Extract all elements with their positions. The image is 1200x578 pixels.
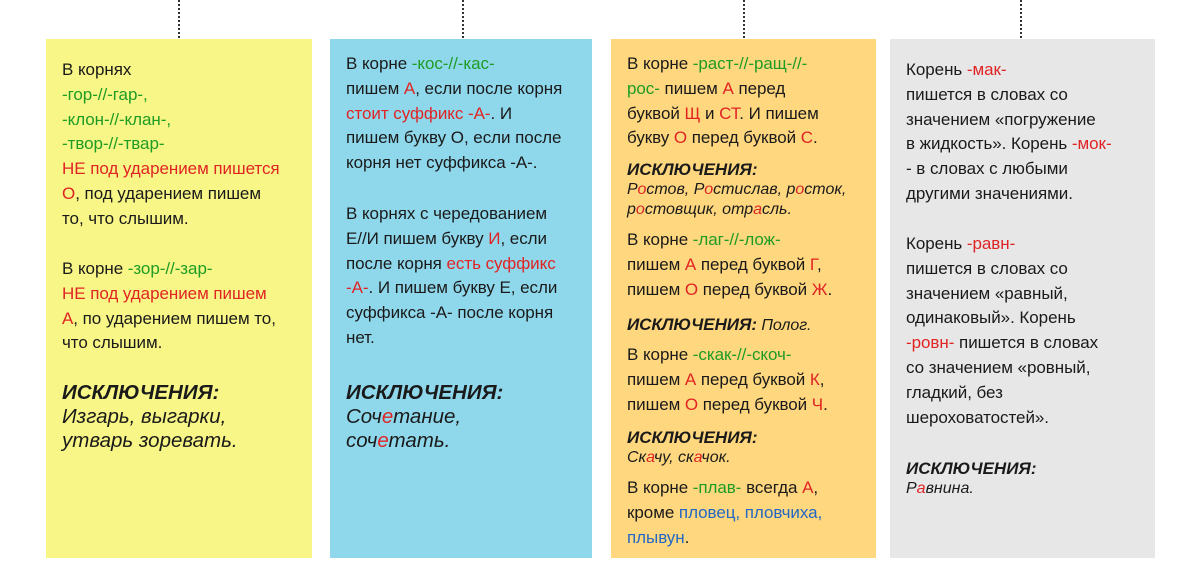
card3-exceptions-lag: ИСКЛЮЧЕНИЯ: Полог.: [627, 315, 812, 334]
card-gor-gar: [46, 39, 312, 558]
card4-rule-mak: Корень -мак- пишется в словах со значением «погружение в жидкость». Корень -мок- - в словах с любыми другими значениями.: [906, 60, 1112, 203]
card4-rule-ravn: Корень -равн- пишется в словах со значением «равный, одинаковый». Корень -ровн- пишется в словах со значением «ровный, гладкий, без шероховатостей».: [906, 234, 1099, 427]
card3-rule-skak: В корне -скак-//-скоч- пишем А перед буквой К, пишем О перед буквой Ч.: [627, 345, 828, 414]
card2-rule-1: В корне -кос-//-кас- пишем А, если после корня стоит суффикс -А-. И пишем букву О, если после корня нет суффикса -А-.: [346, 54, 563, 173]
card1-rule-1: В корнях -гор-//-гар-, -клон-//-клан-, -твор-//-твар- НЕ под ударением пишется О, под ударением пишем то, что слышим.: [62, 60, 280, 228]
card-mak-mok: [890, 39, 1155, 558]
card4-exceptions: ИСКЛЮЧЕНИЯ: Равнина.: [906, 459, 1143, 499]
exceptions-heading: ИСКЛЮЧЕНИЯ:: [627, 428, 758, 447]
card-rast-rasch: [611, 39, 876, 558]
card3-rule-lag: В корне -лаг-//-лож- пишем А перед буквой Г, пишем О перед буквой Ж.: [627, 230, 833, 299]
card2-rule-2: В корнях с чередованием Е//И пишем букву И, если после корня есть суффикс -А-. И пишем букву Е, если суффикса -А- после корня нет.: [346, 204, 558, 347]
exceptions-heading: ИСКЛЮЧЕНИЯ:: [62, 381, 220, 404]
card3-rule-plav: В корне -плав- всегда А, кроме пловец, пловчиха, плывун.: [627, 478, 823, 547]
exceptions-heading: ИСКЛЮЧЕНИЯ:: [627, 315, 757, 334]
card1-rule-2: В корне -зор-//-зар- НЕ под ударением пишем А, по ударением пишем то, что слышим.: [62, 259, 276, 353]
card3-exceptions-skak: ИСКЛЮЧЕНИЯ: Скачу, скачок.: [627, 428, 864, 468]
card2-exceptions: ИСКЛЮЧЕНИЯ: Сочетание, сочетать.: [346, 381, 580, 453]
card-kos-kas: [330, 39, 592, 558]
exceptions-heading: ИСКЛЮЧЕНИЯ:: [346, 381, 504, 404]
exceptions-heading: ИСКЛЮЧЕНИЯ:: [906, 459, 1037, 478]
connector-line-1: [178, 0, 180, 38]
connector-line-2: [462, 0, 464, 38]
card3-exceptions-rast: ИСКЛЮЧЕНИЯ: Ростов, Ростислав, росток, ростовщик, отрасль.: [627, 160, 864, 220]
connector-line-4: [1020, 0, 1022, 38]
card3-rule-rast: В корне -раст-//-ращ-//- рос- пишем А перед буквой Щ и СТ. И пишем букву О перед буквой С.: [627, 54, 819, 148]
card1-exceptions: ИСКЛЮЧЕНИЯ: Изгарь, выгарки, утварь зоревать.: [62, 381, 300, 453]
exceptions-heading: ИСКЛЮЧЕНИЯ:: [627, 160, 758, 179]
connector-line-3: [743, 0, 745, 38]
